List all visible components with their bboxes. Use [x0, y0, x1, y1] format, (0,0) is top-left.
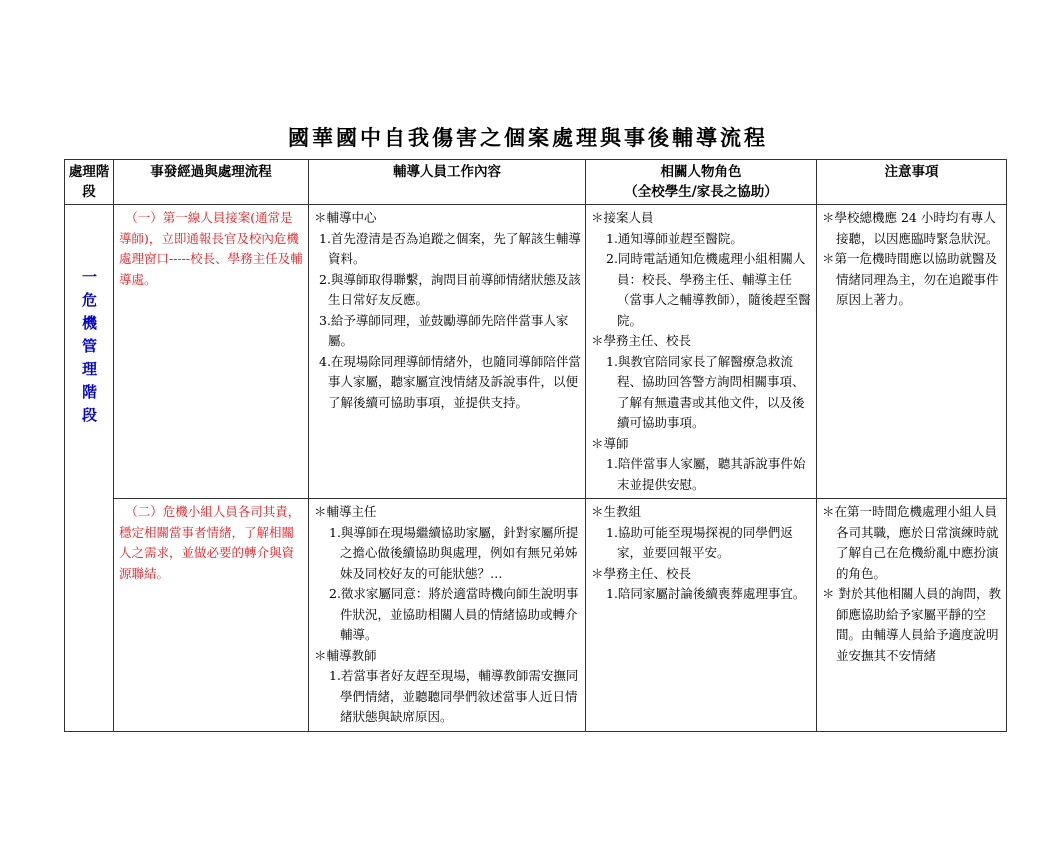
stage-char: 管 [81, 337, 97, 355]
group-item: 2.同時電話通知危機處理小組相關人員：校長、學務主任、輔導主任（當事人之輔導教師），隨後趕至醫院。 [606, 251, 811, 328]
group [591, 331, 812, 434]
counselor-cell [309, 499, 586, 732]
group-item: 4.在現場除同理導師情緒外，也隨同導師陪伴當事人家屬，聽家屬宣洩情緒及訴說事件，以便了解後續可協助事項，並提供支持。 [319, 353, 581, 410]
group-heading: ＊學務主任、校長 [591, 565, 692, 581]
group-item: 1.協助可能至現場探視的同學們返家，並要回報平安。 [606, 524, 793, 560]
header-row [65, 160, 1007, 205]
notes-cell [817, 499, 1007, 732]
stage-char: 機 [81, 314, 97, 332]
group-item: 1.若當事者好友趕至現場，輔導教師需安撫同學們情緒，並聽聽同學們敘述當事人近日情緒狀態與缺席原因。 [329, 668, 579, 724]
group-heading: ＊生教組 [591, 504, 642, 519]
group-item: 1.通知導師並趕至醫院。 [606, 230, 743, 246]
stage-char: 危 [81, 291, 97, 309]
group-item: 2.徵求家屬同意：將於適當時機向師生說明事件狀況，並協助相關人員的情緒協助或轉介輔導。 [329, 586, 579, 642]
flow-text: （二）危機小組人員各司其責，穩定相關當事者情緒，了解相關人之需求，並做必要的轉介與資源聯結。 [119, 504, 301, 581]
header-counselor: 輔導人員工作內容 [309, 160, 586, 205]
stage-char: 段 [81, 406, 97, 424]
stage-char: 階 [81, 383, 97, 401]
group [314, 646, 581, 728]
group [591, 208, 812, 331]
group [314, 208, 581, 413]
stage-label [70, 208, 109, 427]
group-heading: ＊輔導主任 [314, 504, 377, 519]
header-notes: 注意事項 [817, 160, 1007, 205]
header-roles-line2: （全校學生/家長之協助） [624, 184, 778, 200]
process-table [64, 159, 1007, 732]
group-item: 1.與教官陪同家長了解醫療急救流程、協助回答警方詢問相關事項、了解有無遺書或其他文件，以及後續可協助事項。 [606, 353, 805, 430]
header-stage: 處理階段 [65, 160, 114, 205]
header-flow: 事發經過與處理流程 [114, 160, 309, 205]
group-heading: ＊接案人員 [591, 210, 654, 225]
note-item: ＊第一危機時間應以協助就醫及情緒同理為主，勿在追蹤事件原因上著力。 [822, 251, 999, 307]
group-item: 1.陪同家屬討論後續喪葬處理事宜。 [606, 586, 806, 601]
group-item: 3.給予導師同理，並鼓勵導師先陪伴當事人家屬。 [319, 312, 569, 348]
stage-char: 理 [81, 360, 97, 378]
group [591, 434, 812, 496]
group-item: 2.與導師取得聯繫，詢問目前導師情緒狀態及該生日常好友反應。 [319, 271, 581, 307]
table-row [65, 205, 1007, 499]
group-heading: ＊導師 [591, 435, 629, 451]
notes-cell [817, 205, 1007, 499]
group-item: 1.陪伴當事人家屬，聽其訴說事件始末並提供安慰。 [606, 456, 806, 492]
group [314, 502, 581, 646]
header-roles [586, 160, 817, 205]
page-title: 國華國中自我傷害之個案處理與事後輔導流程 [288, 125, 768, 150]
stage-cell [65, 205, 114, 732]
table-row [65, 499, 1007, 732]
group-heading: ＊學務主任、校長 [591, 333, 692, 348]
group-item: 1.與導師在現場繼續協助家屬，針對家屬所提之擔心做後續協助與處理，例如有無兄弟姊妹及同校好友的可能狀態？… [329, 524, 579, 581]
note-item: ＊在第一時間危機處理小組人員各司其職，應於日常演練時就了解自己在危機紛亂中應扮演的角色。 [822, 504, 999, 581]
group-item: 1.首先澄清是否為追蹤之個案，先了解該生輔導資料。 [319, 230, 581, 266]
header-roles-line1: 相關人物角色 [660, 164, 742, 180]
group [591, 502, 812, 564]
counselor-cell [309, 205, 586, 499]
note-item: ＊學校總機應 24 小時均有專人接聽，以因應臨時緊急狀況。 [822, 210, 999, 246]
note-item: ＊ 對於其他相關人員的詢問，教師應協助給予家屬平靜的空間。由輔導人員給予適度說明並安撫其不安情緒 [822, 586, 1001, 663]
group-heading: ＊輔導中心 [314, 210, 377, 225]
group-heading: ＊輔導教師 [314, 647, 377, 663]
flow-text: （一）第一線人員接案(通常是導師)，立即通報長官及校內危機處理窗口-----校長、學務主任及輔導處。 [119, 210, 303, 287]
flow-cell [114, 499, 309, 732]
roles-cell [586, 205, 817, 499]
group [591, 564, 812, 605]
roles-cell [586, 499, 817, 732]
stage-char: 一 [81, 268, 97, 286]
flow-cell [114, 205, 309, 499]
